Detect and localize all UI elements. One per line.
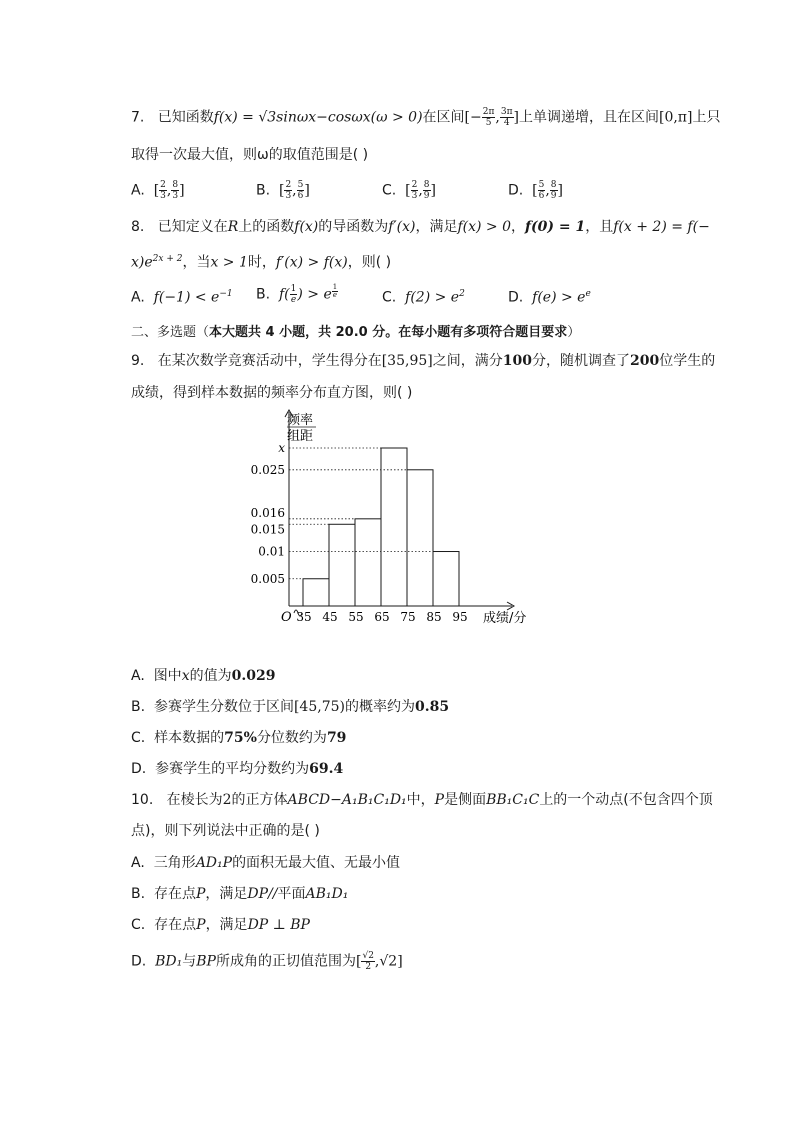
frac (171, 180, 179, 201)
frac-num: 1 (290, 284, 297, 294)
q10-text: 在棱长为 (166, 792, 223, 808)
x-tick-label: 85 (426, 610, 442, 624)
option-math: AB₁D₁ (305, 886, 349, 902)
frac-den: 3 (285, 191, 292, 201)
q8-text: ，满足 (415, 219, 458, 235)
q7-number: 7. (131, 109, 145, 126)
option-bracket: [ (355, 953, 362, 970)
q8-option-a[interactable] (131, 284, 233, 308)
q10-option-a[interactable] (131, 853, 400, 873)
q7-function: f(x) = √3sinωx−cosωx(ω > 0) (213, 109, 423, 126)
q7-option-a[interactable]: A. [ $\frac{2}{3}$ , $\frac{8}{3}$ ] (131, 180, 185, 201)
q8-text: 上的函数 (238, 219, 295, 235)
x-tick-label: 65 (374, 610, 390, 624)
frac (361, 951, 374, 972)
option-label: B. (131, 699, 146, 715)
q10-number: 10. (131, 792, 154, 808)
option-text: 参赛学生分数位于区间 (153, 699, 294, 715)
option-label: B. (131, 886, 146, 902)
sup: −1 (219, 289, 233, 299)
option-label: C. (382, 182, 397, 199)
q10-line1 (131, 790, 713, 810)
math: f( (278, 286, 290, 303)
option-math: x (181, 668, 190, 684)
frac-num: 5 (297, 180, 304, 190)
frac-den: 6 (538, 191, 545, 201)
q7-frac2 (500, 107, 514, 128)
option-text: 参赛学生的平均分数约为 (155, 761, 310, 777)
section-prefix: 二、多选题（ (131, 325, 210, 340)
option-label: D. (131, 761, 147, 777)
option-label: C. (382, 289, 397, 306)
x-tick-label: 35 (296, 610, 312, 624)
option-text: 所成角的正切值范围为 (215, 953, 356, 970)
q7-text: 上单调递增，且在区间 (518, 109, 659, 126)
frac-den: 3 (160, 191, 166, 201)
histogram-bar (433, 552, 459, 606)
option-math: BP (196, 953, 216, 970)
math: f(e) > e (532, 289, 586, 306)
option-text: ，满足 (205, 886, 248, 902)
q8-math: x)e (131, 254, 153, 271)
q9-text: 位学生的 (659, 353, 716, 369)
option-math: DP ⊥ BP (247, 917, 310, 933)
frac (423, 180, 431, 201)
y-tick-label: 0.01 (258, 544, 285, 559)
option-text: 三角形 (153, 855, 196, 871)
option-math: AD₁P (195, 855, 233, 871)
frac (284, 180, 292, 201)
q10-text: 上的一个动点(不包含四个顶 (539, 792, 713, 808)
q8-math: f(x + 2) = f(− (613, 219, 710, 235)
y-tick-label: 0.005 (250, 571, 285, 586)
option-math: 75% (224, 730, 257, 746)
option-math: [45,75) (293, 699, 345, 715)
frac-den: 9 (423, 191, 430, 201)
option-label: C. (131, 917, 146, 933)
q8-number: 8. (131, 219, 145, 235)
histogram-bar (329, 524, 355, 606)
origin-label: O (281, 610, 292, 625)
q10-text: 中， (406, 792, 435, 808)
q9-option-a[interactable] (131, 666, 275, 686)
option-text: 存在点 (154, 917, 197, 933)
frac-num: 2 (160, 180, 166, 190)
q9-option-b[interactable] (131, 697, 449, 717)
q7-frac1-num: 2π (482, 107, 495, 117)
option-text: 存在点 (153, 886, 196, 902)
q10-option-b[interactable] (131, 884, 348, 904)
sup: e (585, 289, 591, 299)
q8-option-b[interactable] (256, 284, 338, 305)
option-value: 79 (326, 730, 347, 746)
option-math: BD₁ (155, 953, 183, 970)
option-label: A. (131, 289, 145, 306)
frac-den: 6 (297, 191, 304, 201)
y-axis-label-denominator: 组距 (287, 429, 314, 444)
q9-count: 200 (629, 353, 660, 369)
q9-line2: 成绩，得到样本数据的频率分布直方图，则( ) (131, 385, 413, 401)
histogram-bar (381, 448, 407, 606)
frac-den: 3 (411, 191, 418, 201)
frac-num: 5 (538, 180, 545, 190)
x-tick-label: 75 (400, 610, 416, 624)
option-text: 平面 (277, 886, 306, 902)
x-tick-label: 55 (348, 610, 364, 624)
q7-interval2: [0,π] (658, 109, 693, 126)
option-math: P (195, 886, 206, 902)
q7-frac1-den: 5 (485, 118, 492, 128)
frac-num: 1 (332, 283, 338, 291)
histogram (251, 410, 527, 626)
q9-range: [35,95] (381, 353, 433, 369)
q8-line2 (131, 249, 391, 273)
q9-option-d[interactable] (131, 759, 343, 779)
frac-num: 8 (423, 180, 430, 190)
q7-text: 已知函数 (157, 109, 214, 126)
option-bracket: ,√2] (374, 953, 403, 970)
option-text: 的值为 (189, 668, 232, 684)
option-label: D. (131, 953, 147, 970)
q9-option-c[interactable] (131, 728, 346, 748)
section-header (131, 321, 580, 340)
y-axis-arrow (285, 410, 293, 417)
q8-line1 (131, 217, 710, 237)
frac (550, 180, 558, 201)
q7-sep: , (495, 109, 500, 126)
option-text: 分位数约为 (256, 730, 327, 746)
q7-option-c[interactable]: C. [ $\frac{2}{3}$ , $\frac{8}{9}$ ] (382, 180, 436, 201)
q8-text: ， (511, 219, 526, 235)
option-label: C. (131, 730, 146, 746)
math: f(2) > e (405, 289, 460, 306)
q8-option-c[interactable] (382, 284, 465, 308)
q8-text: ，当 (182, 254, 211, 271)
frac-num: 8 (550, 180, 557, 190)
q10-option-c[interactable] (131, 915, 310, 935)
axis-break (294, 610, 302, 616)
section-suffix: ） (567, 325, 581, 340)
frac-den: 3 (172, 191, 179, 201)
q7-frac2-den: 4 (503, 118, 510, 128)
q8-text: 时， (247, 254, 276, 271)
option-text: 样本数据的 (154, 730, 225, 746)
q8-math: f(x) (294, 219, 319, 235)
q7-line2: 取得一次最大值，则ω的取值范围是( ) (131, 147, 369, 163)
option-value: 0.029 (231, 668, 276, 684)
option-value: 0.85 (414, 699, 450, 715)
q10-text: 是侧面 (444, 792, 487, 808)
q8-text: ，则( ) (347, 254, 392, 271)
q7-frac1 (482, 107, 496, 128)
option-text: 与 (182, 953, 197, 970)
sup: 2 (459, 289, 465, 299)
frac-num: √2 (362, 951, 374, 961)
q9-text: 在某次数学竞赛活动中，学生得分在 (157, 353, 382, 369)
q8-math: f(x) > 0 (457, 219, 512, 235)
q10-option-d[interactable] (131, 951, 403, 972)
q10-cube: ABCD−A₁B₁C₁D₁ (287, 792, 407, 808)
option-text: 的面积无最大值、无最小值 (232, 855, 401, 871)
option-label: A. (131, 855, 145, 871)
frac-num: 2 (285, 180, 292, 190)
q8-text: 已知定义在 (157, 219, 228, 235)
q9-number: 9. (131, 353, 145, 369)
option-value: 69.4 (309, 761, 344, 777)
q8-option-d[interactable] (508, 284, 591, 308)
q10-text: 的正方体 (231, 792, 288, 808)
q8-sup: 2x + 2 (152, 254, 183, 264)
y-tick-label: 0.016 (250, 505, 285, 520)
option-math: DP// (247, 886, 278, 902)
q8-text: ，且 (585, 219, 614, 235)
q8-math: x > 1 (210, 254, 248, 271)
frac (159, 180, 167, 201)
y-tick-label: 0.025 (250, 462, 285, 477)
histogram-bar (303, 579, 329, 606)
q10-line2: 点)，则下列说法中正确的是( ) (131, 823, 320, 839)
q7-line1 (131, 107, 720, 128)
x-tick-label: 45 (322, 610, 338, 624)
option-label: D. (508, 182, 524, 199)
frac-num: 2 (411, 180, 418, 190)
q10-point: P (434, 792, 445, 808)
option-label: B. (256, 182, 271, 199)
math: f(−1) < e (153, 289, 220, 306)
q8-math: f′(x) > f(x) (275, 254, 348, 271)
q9-full: 100 (502, 353, 532, 369)
option-text: ，满足 (205, 917, 248, 933)
option-text: 的概率约为 (344, 699, 415, 715)
frac-den: e (332, 291, 338, 299)
x-axis-label: 成绩/分 (483, 611, 527, 626)
q8-math: f′(x) (388, 219, 416, 235)
section-bold: 本大题共 4 小题，共 20.0 分。在每小题有多项符合题目要求 (209, 325, 568, 340)
y-tick-label: x (278, 441, 285, 455)
y-tick-label: 0.015 (250, 522, 285, 537)
option-math: P (196, 917, 206, 933)
option-label: D. (508, 289, 524, 306)
frac-den: 2 (365, 962, 372, 972)
q7-text: 上只 (692, 109, 721, 126)
q7-option-b[interactable]: B. [ $\frac{2}{3}$ , $\frac{5}{6}$ ] (256, 180, 310, 201)
math: ) > e (297, 286, 332, 303)
q7-frac2-num: 3π (500, 107, 513, 117)
q7-text: 在区间 (422, 109, 465, 126)
x-tick-label: 95 (452, 610, 468, 624)
q9-text: 之间，满分 (432, 353, 503, 369)
histogram-bar (355, 519, 381, 606)
q9-text: 分，随机调查了 (531, 353, 630, 369)
q10-edge: 2 (222, 792, 232, 808)
q7-bracket: ] (513, 109, 519, 126)
option-text: 图中 (153, 668, 182, 684)
q10-face: BB₁C₁C (486, 792, 540, 808)
histogram-bar (407, 470, 433, 606)
q8-text: 的导函数为 (318, 219, 389, 235)
sup-frac (332, 284, 338, 299)
option-label: A. (131, 668, 145, 684)
q8-math: R (227, 219, 239, 235)
frac-num: 8 (172, 180, 179, 190)
q9-line1 (131, 351, 715, 371)
q7-option-d[interactable]: D. [ $\frac{5}{6}$ , $\frac{8}{9}$ ] (508, 180, 563, 201)
option-label: A. (131, 182, 145, 199)
option-label: B. (256, 286, 271, 303)
q8-math: f(0) = 1 (525, 219, 586, 235)
q7-bracket: [− (464, 109, 482, 126)
x-axis-arrow (507, 602, 514, 610)
frac-den: e (290, 295, 297, 305)
y-axis-label-numerator: 频率 (287, 413, 314, 428)
frac-den: 9 (550, 191, 557, 201)
